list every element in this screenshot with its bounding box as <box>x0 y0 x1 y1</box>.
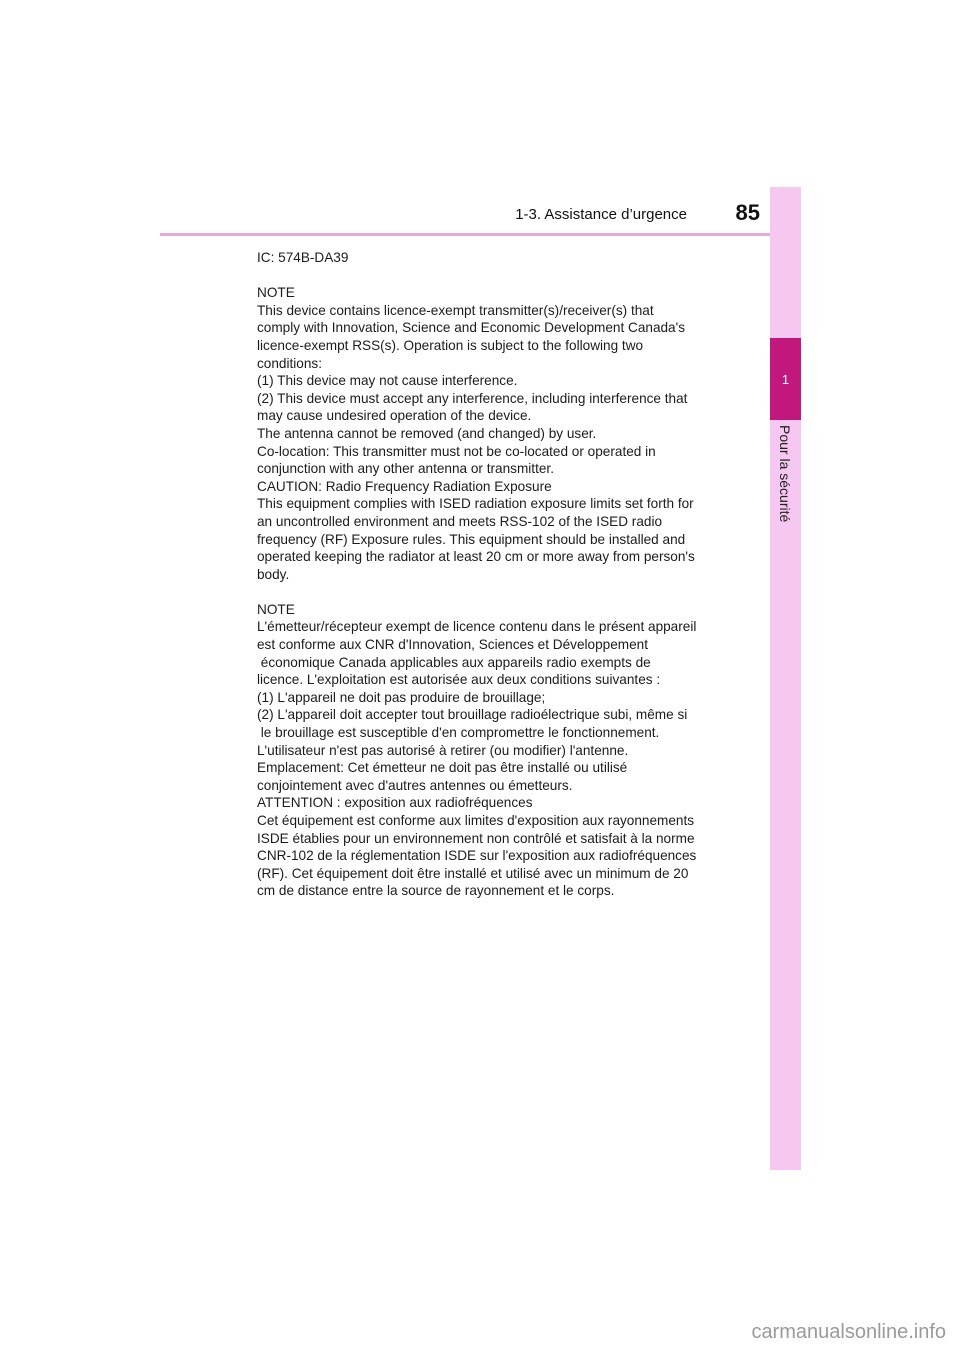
header-rule <box>160 233 800 236</box>
text-line: le brouillage est susceptible d'en compromettre le fonctionnement. <box>257 725 660 741</box>
text-line: (2) This device must accept any interference, including interference that <box>257 390 688 406</box>
text-line: ATTENTION : exposition aux radiofréquences <box>257 795 533 811</box>
text-line: économique Canada applicables aux appareils radio exempts de <box>257 654 651 670</box>
text-line: Cet équipement est conforme aux limites d'exposition aux rayonnements <box>257 813 695 828</box>
text-line: L'utilisateur n'est pas autorisé à retirer (ou modifier) l'antenne. <box>257 742 629 758</box>
paragraph-gap <box>257 583 717 601</box>
text-line: This equipment complies with ISED radiation exposure limits set forth for <box>257 496 694 512</box>
text-line: (2) L'appareil doit accepter tout brouillage radioélectrique subi, même si <box>257 707 688 723</box>
text-line: frequency (RF) Exposure rules. This equipment should be installed and <box>257 531 686 547</box>
text-line: conjunction with any other antenna or transmitter. <box>257 461 554 477</box>
chapter-side-tab <box>770 187 801 1170</box>
text-line: NOTE <box>257 601 295 617</box>
text-line: This device contains licence-exempt transmitter(s)/receiver(s) that <box>257 302 654 318</box>
english-notice <box>257 284 717 583</box>
text-line: licence-exempt RSS(s). Operation is subject to the following two <box>257 337 644 353</box>
text-line: conditions: <box>257 355 322 371</box>
section-title: 1-3. Assistance d’urgence <box>515 206 687 223</box>
text-line: The antenna cannot be removed (and changed) by user. <box>257 425 597 441</box>
page-number: 85 <box>735 200 760 225</box>
text-line: CAUTION: Radio Frequency Radiation Exposure <box>257 478 552 494</box>
text-line: cm de distance entre la source de rayonnement et le corps. <box>257 883 615 899</box>
text-line: (1) L'appareil ne doit pas produire de brouillage; <box>257 689 546 705</box>
chapter-number: 1 <box>781 372 790 387</box>
text-line: L'émetteur/récepteur exempt de licence contenu dans le présent appareil <box>257 619 697 635</box>
ic-number: IC: 574B-DA39 <box>257 250 349 265</box>
text-line: (RF). Cet équipement doit être installé et utilisé avec un minimum de 20 <box>257 865 689 881</box>
text-line: est conforme aux CNR d'Innovation, Sciences et Développement <box>257 637 648 653</box>
text-line: comply with Innovation, Science and Economic Development Canada's <box>257 320 686 336</box>
text-line: (1) This device may not cause interference. <box>257 373 518 389</box>
text-line: operated keeping the radiator at least 20 cm or more away from person's <box>257 549 695 565</box>
text-line: licence. L'exploitation est autorisée aux deux conditions suivantes : <box>257 672 661 688</box>
french-notice <box>257 601 717 900</box>
text-line: ISDE établies pour un environnement non contrôlé et satisfait à la norme <box>257 830 695 846</box>
text-line: CNR-102 de la réglementation ISDE sur l'exposition aux radiofréquences <box>257 848 697 864</box>
text-line: Co-location: This transmitter must not be co-located or operated in <box>257 443 656 459</box>
text-line: NOTE <box>257 285 295 301</box>
text-line: an uncontrolled environment and meets RSS-102 of the ISED radio <box>257 513 663 529</box>
site-watermark: carmanualsonline.info <box>751 1321 946 1343</box>
text-line: may cause undesired operation of the device. <box>257 408 532 424</box>
text-line: body. <box>257 566 290 582</box>
text-line: conjointement avec d'autres antennes ou émetteurs. <box>257 777 573 793</box>
paragraph-gap <box>257 267 717 285</box>
chapter-title: Pour la sécurité <box>777 425 793 523</box>
document-body <box>257 249 717 900</box>
text-line: Emplacement: Cet émetteur ne doit pas être installé ou utilisé <box>257 760 628 776</box>
